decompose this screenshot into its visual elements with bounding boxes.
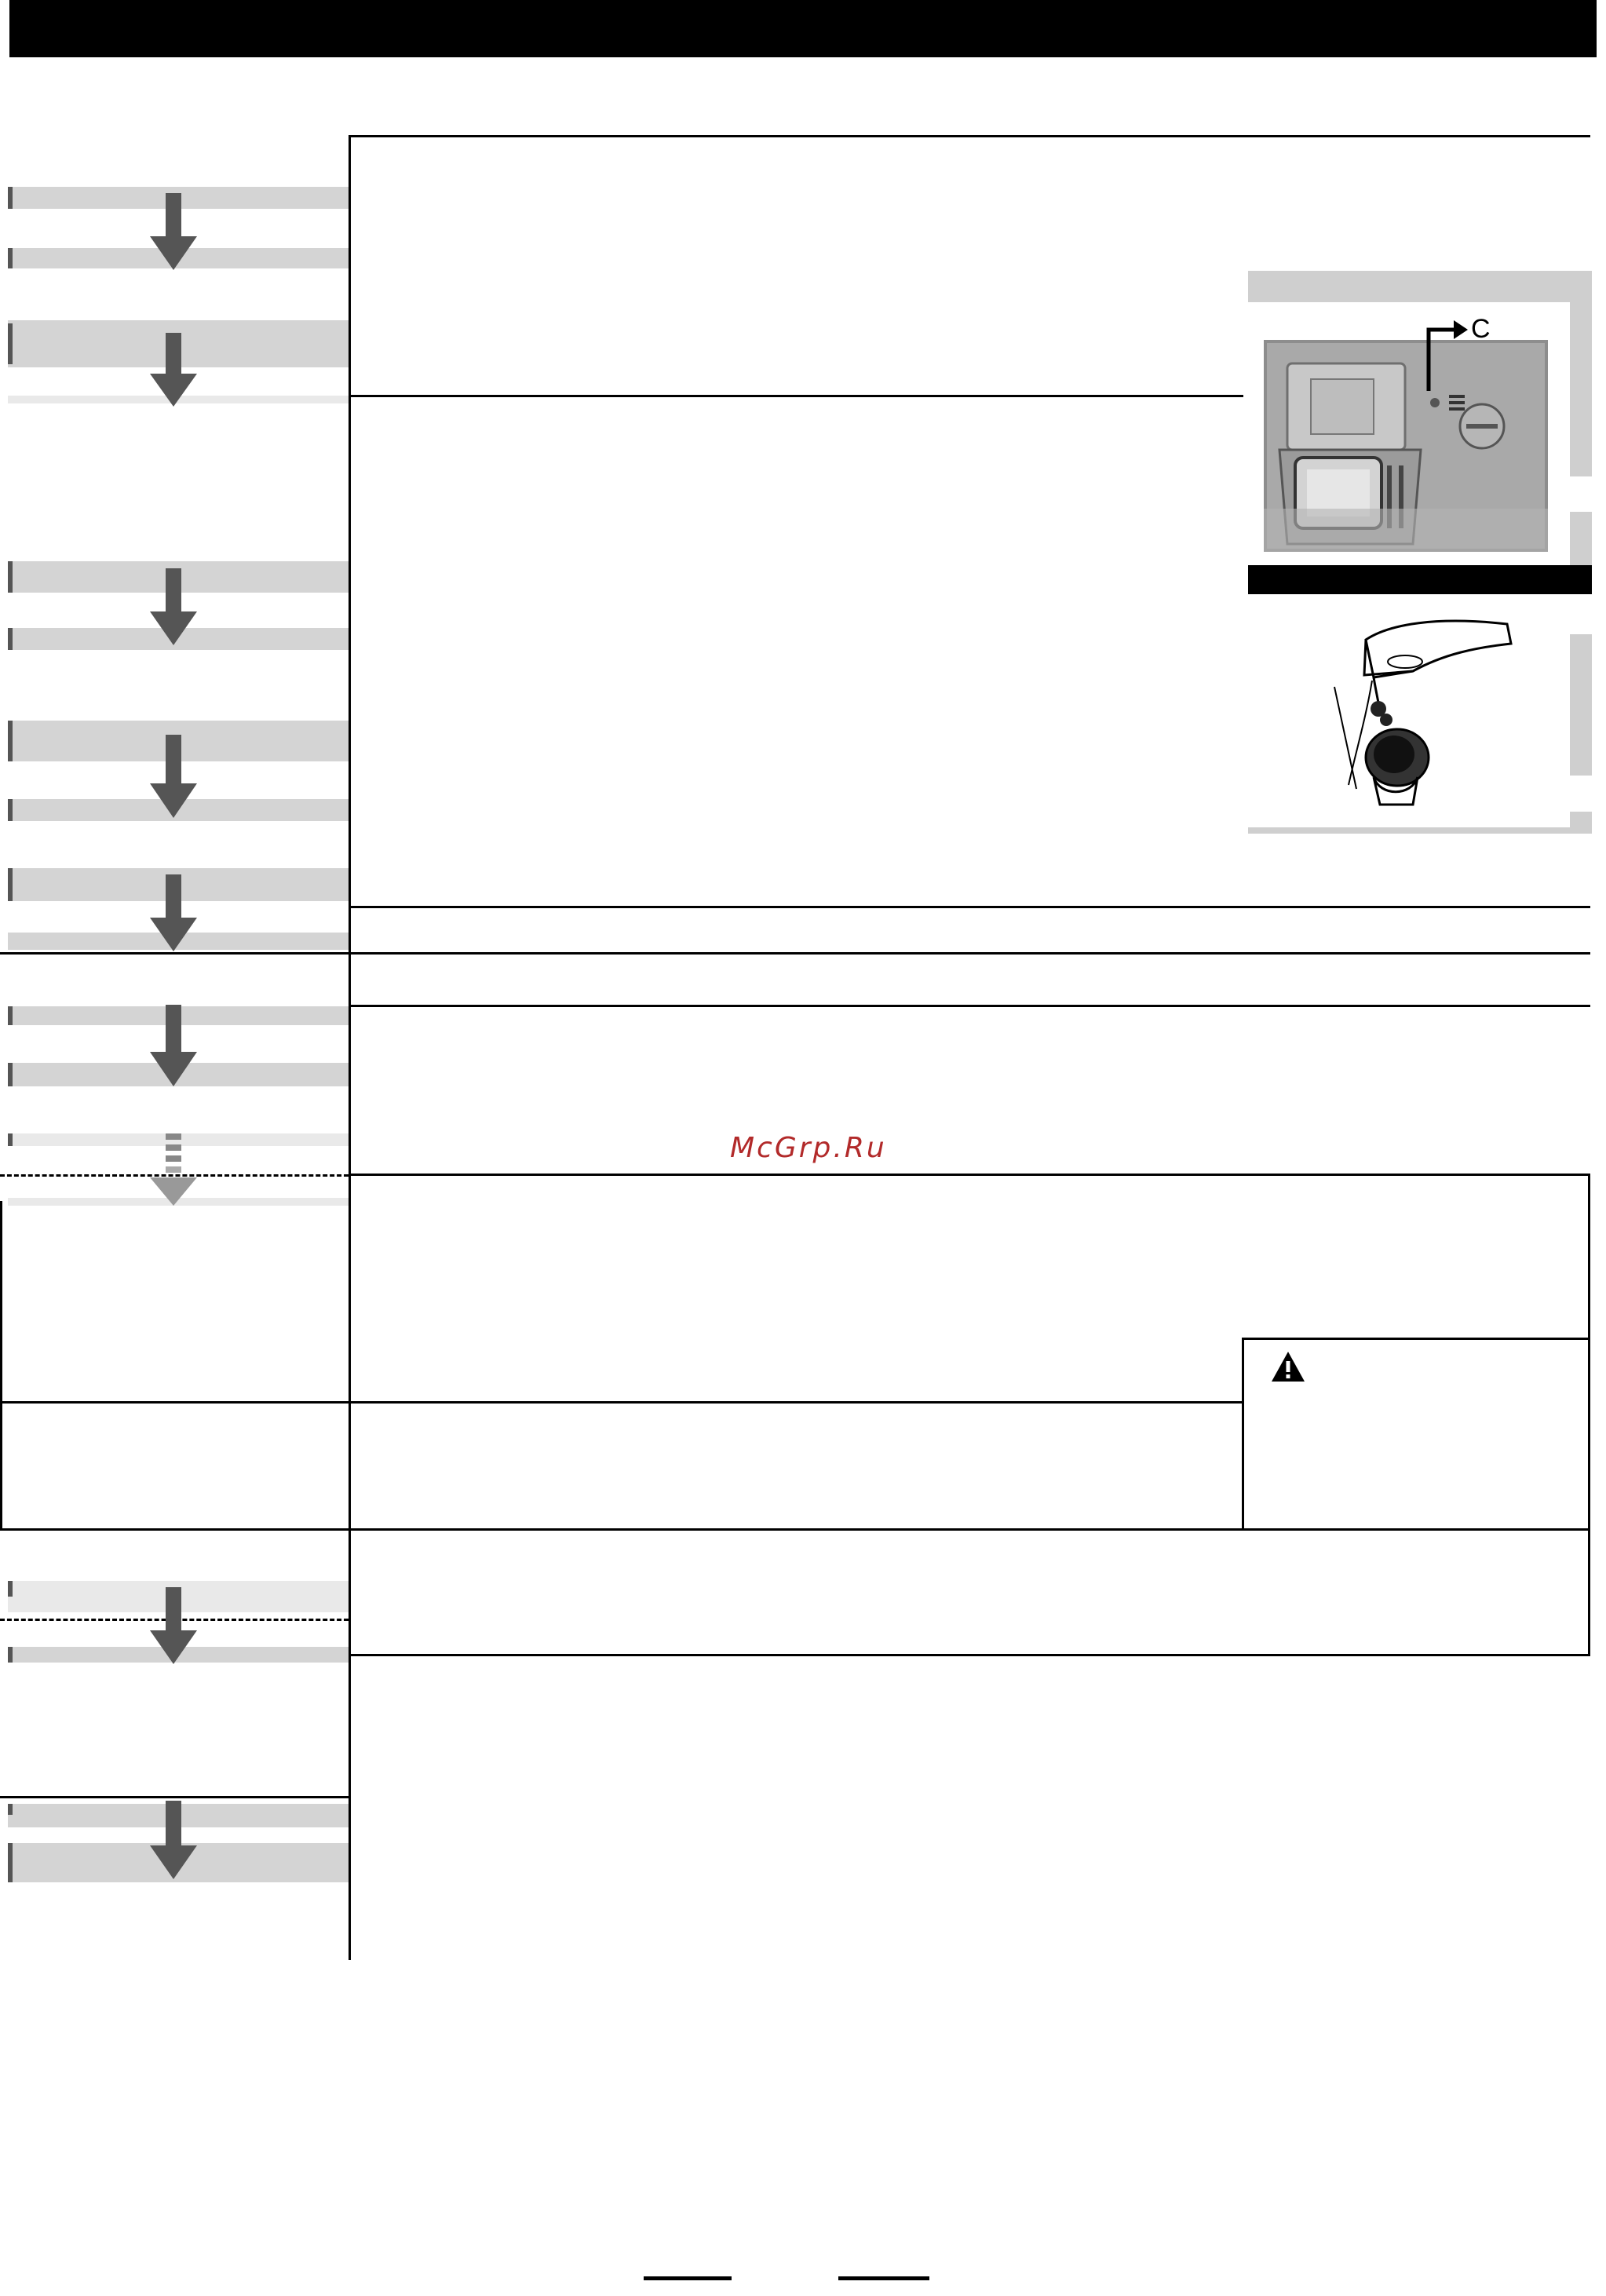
step-marker <box>8 1581 13 1597</box>
page-tab <box>838 2276 929 2280</box>
callout-pointer <box>1422 316 1469 394</box>
section-rule <box>349 395 1243 397</box>
down-arrow-icon <box>146 1801 201 1881</box>
header-bar <box>9 0 1597 57</box>
figure-label: C <box>1471 314 1491 344</box>
step-marker <box>8 1133 13 1146</box>
figure-frame <box>1248 271 1592 302</box>
down-arrow-icon <box>146 568 201 647</box>
step-marker <box>8 1647 13 1663</box>
watermark: McGrp.Ru <box>730 1132 887 1164</box>
section-rule <box>0 1528 1590 1531</box>
down-arrow-icon <box>146 874 201 953</box>
step-marker <box>8 248 13 268</box>
step-marker <box>8 799 13 821</box>
step-marker <box>8 1063 13 1086</box>
page-tab <box>644 2276 732 2280</box>
section-rule <box>0 952 1590 955</box>
down-arrow-icon <box>146 735 201 819</box>
section-rule <box>349 135 1590 137</box>
step-marker <box>8 1804 13 1815</box>
box-edge <box>1242 1338 1244 1528</box>
step-marker <box>8 1006 13 1025</box>
down-arrow-icon <box>146 1133 201 1209</box>
down-arrow-icon <box>146 1587 201 1666</box>
dispenser-photo <box>1264 340 1548 552</box>
section-rule <box>1242 1338 1590 1340</box>
down-arrow-icon <box>146 1005 201 1088</box>
figure-frame <box>1570 634 1592 776</box>
rinse-aid-illustration <box>1319 608 1523 812</box>
box-edge <box>1588 1174 1590 1654</box>
down-arrow-icon <box>146 193 201 272</box>
step-marker <box>8 721 13 761</box>
section-rule <box>349 1005 1590 1007</box>
step-marker <box>8 323 13 364</box>
step-marker <box>8 187 13 209</box>
figure-frame <box>1570 271 1592 476</box>
step-marker <box>8 1843 13 1882</box>
step-marker <box>8 868 13 901</box>
figure-caption-bar <box>1248 565 1592 594</box>
section-rule <box>349 1174 1590 1176</box>
step-marker <box>8 561 13 593</box>
figure-frame <box>1570 512 1592 565</box>
section-rule <box>349 906 1590 908</box>
section-rule <box>0 1796 350 1798</box>
box-edge <box>0 1201 2 1530</box>
figure-frame <box>1248 827 1592 834</box>
section-rule <box>349 1654 1590 1656</box>
section-rule <box>0 1401 1243 1404</box>
warning-icon <box>1270 1350 1306 1383</box>
down-arrow-icon <box>146 333 201 408</box>
step-marker <box>8 628 13 650</box>
column-divider <box>349 135 351 1960</box>
